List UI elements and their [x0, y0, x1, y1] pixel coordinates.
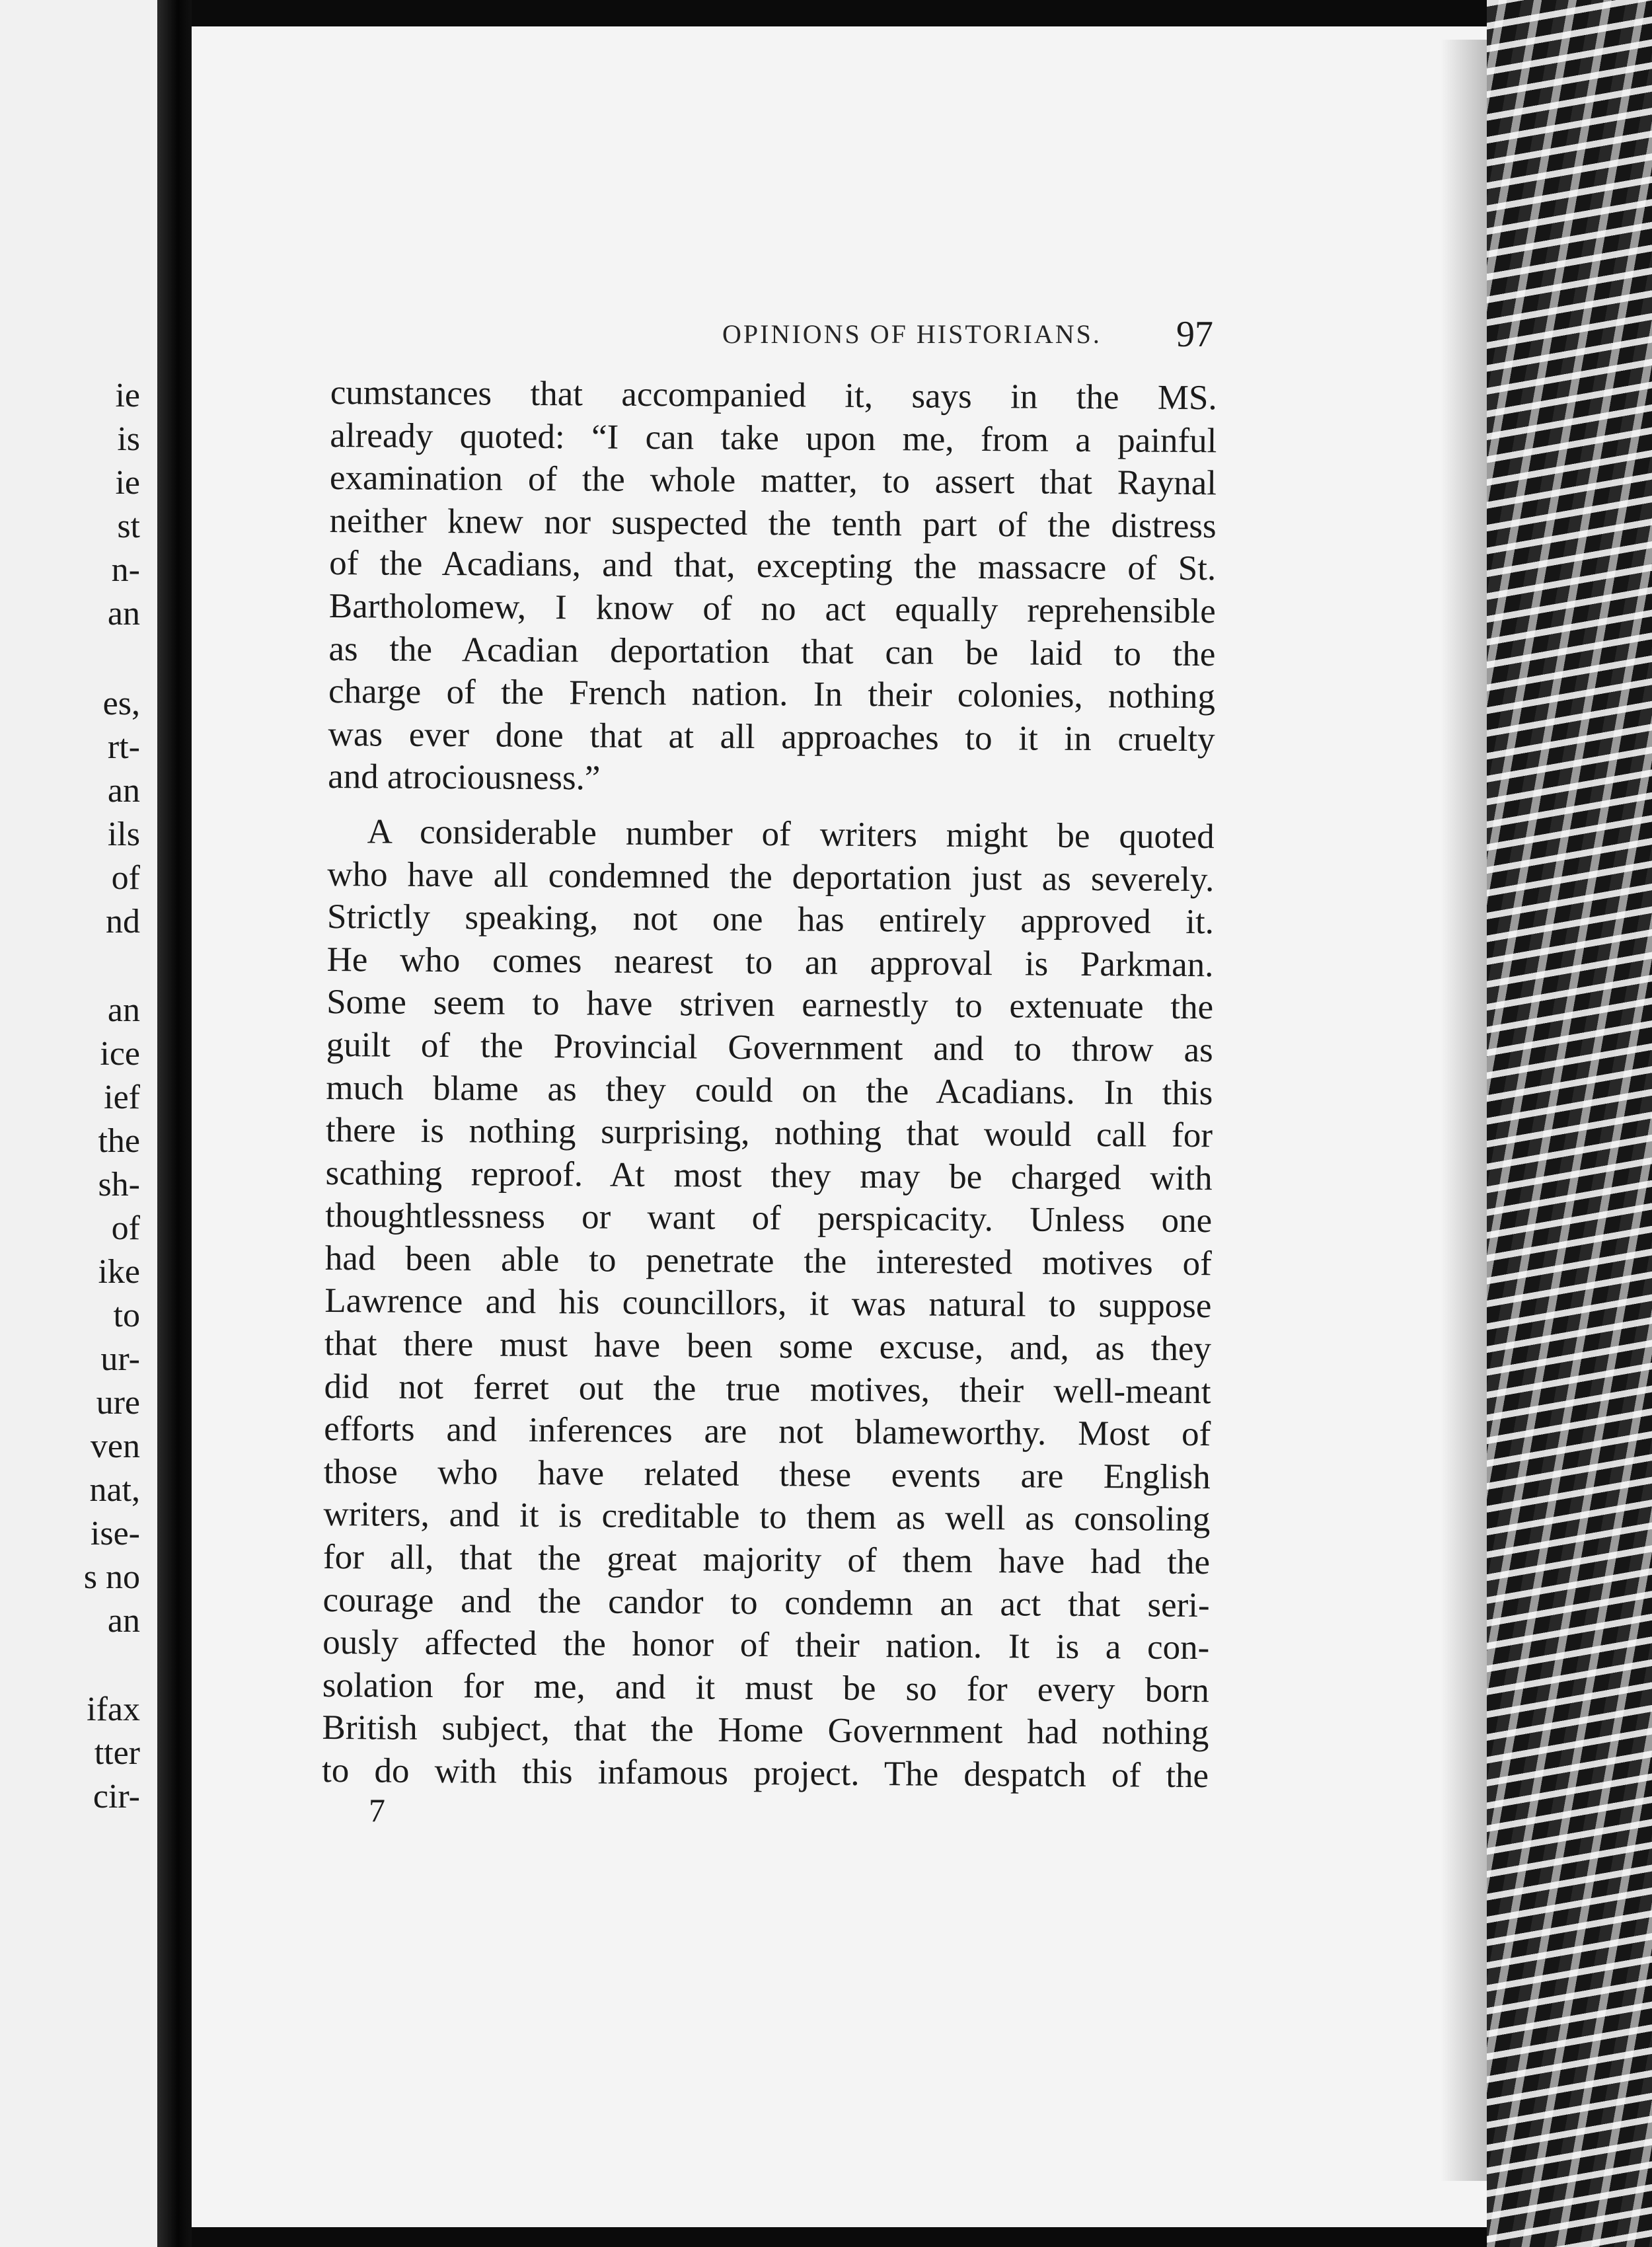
text-line: writers, and it is creditable to them as well as consoling	[323, 1495, 1211, 1539]
facing-page-fragment: ief	[104, 1079, 140, 1116]
text-line: Some seem to have striven earnestly to extenuate the	[326, 983, 1214, 1027]
facing-page-fragment: sh-	[98, 1166, 140, 1203]
facing-page-fragment: ure	[96, 1384, 140, 1422]
facing-page-fragment: ice	[100, 1035, 140, 1073]
text-line: for all, that the great majority of them have had the	[322, 1537, 1211, 1582]
facing-page-fragment: n-	[111, 551, 140, 589]
text-line: ously affected the honor of their nation. It is a con-	[322, 1623, 1210, 1667]
text-line: A considerable number of writers might be quoted	[367, 812, 1215, 857]
text-line: of the Acadians, and that, excepting the massacre of St.	[329, 544, 1217, 588]
text-line: was ever done that at all approaches to it in cruelty	[328, 714, 1215, 759]
text-line: scathing reproof. At most they may be charged with	[325, 1153, 1213, 1198]
facing-page-fragment: rt-	[107, 728, 140, 766]
running-head: OPINIONS OF HISTORIANS.	[722, 319, 1102, 349]
facing-page-fragment: of	[111, 1209, 140, 1247]
facing-page-fragment: of	[111, 859, 140, 897]
facing-page-fragment: ie	[115, 464, 140, 502]
facing-page-edge	[0, 0, 157, 2247]
facing-page-fragment: the	[98, 1122, 140, 1160]
facing-page-fragment: ifax	[87, 1691, 140, 1728]
text-line: courage and the candor to condemn an act that seri-	[322, 1580, 1210, 1624]
facing-page-fragment: is	[117, 420, 140, 458]
facing-page-fragment: nat,	[89, 1471, 140, 1509]
facing-page-fragment: s no	[83, 1558, 140, 1596]
facing-page-fragment: an	[107, 1602, 140, 1640]
text-line: to do with this infamous project. The despatch of the	[321, 1751, 1209, 1796]
text-line: Strictly speaking, not one has entirely approved it.	[326, 897, 1215, 942]
facing-page-fragment: ike	[98, 1253, 140, 1291]
text-line: already quoted: “I can take upon me, from a painful	[330, 416, 1217, 460]
facing-page-fragment: ie	[115, 377, 140, 414]
text-line: guilt of the Provincial Government and to throw as	[326, 1025, 1213, 1070]
facing-page-fragment: to	[113, 1297, 140, 1334]
facing-page-fragment: an	[107, 595, 140, 632]
text-line: there is nothing surprising, nothing that would call for	[325, 1111, 1213, 1155]
facing-page-fragment: ils	[107, 816, 140, 853]
signature-mark: 7	[369, 1792, 385, 1829]
text-line: Lawrence and his councillors, it was natural to suppose	[324, 1281, 1212, 1326]
facing-page-fragment: ur-	[100, 1340, 140, 1378]
facing-page-fragment: es,	[102, 685, 140, 722]
facing-page-fragment: tter	[94, 1734, 140, 1772]
text-line: much blame as they could on the Acadians. In this	[326, 1068, 1213, 1112]
text-line: did not ferret out the true motives, their well-meant	[324, 1367, 1211, 1411]
text-line: solation for me, and it must be so for every born	[322, 1665, 1210, 1710]
facing-page-fragment: cir-	[93, 1778, 140, 1815]
text-line: who have all condemned the deportation just as severely.	[327, 855, 1215, 899]
book-gutter	[157, 0, 192, 2247]
body-text	[322, 371, 1217, 1798]
text-line: and atrociousness.”	[328, 757, 601, 798]
facing-page-fragment: an	[107, 991, 140, 1029]
facing-page-fragment: st	[117, 508, 140, 545]
text-line: He who comes nearest to an approval is Parkman.	[326, 940, 1214, 984]
facing-page-fragment: nd	[106, 903, 140, 940]
text-line: efforts and inferences are not blameworthy. Most of	[324, 1410, 1211, 1454]
text-line: as the Acadian deportation that can be laid to the	[328, 629, 1216, 673]
text-line: had been able to penetrate the interested motives of	[324, 1238, 1212, 1283]
marbled-endpaper	[1487, 0, 1652, 2247]
text-line: those who have related these events are English	[323, 1452, 1211, 1497]
page-number: 97	[1176, 314, 1213, 355]
text-line: that there must have been some excuse, and, as they	[324, 1324, 1212, 1369]
text-line: charge of the French nation. In their colonies, nothing	[328, 672, 1216, 716]
text-line: examination of the whole matter, to assert that Raynal	[329, 459, 1217, 503]
facing-page-fragment: an	[107, 772, 140, 810]
text-line: British subject, that the Home Government had nothing	[322, 1708, 1209, 1753]
page-edge-shadow	[1441, 40, 1487, 2181]
facing-page-fragment: ven	[90, 1428, 140, 1465]
text-line: thoughtlessness or want of perspicacity. Unless one	[325, 1196, 1213, 1240]
text-line: Bartholomew, I know of no act equally reprehensible	[328, 586, 1216, 631]
text-line: cumstances that accompanied it, says in the MS.	[330, 373, 1217, 418]
facing-page-fragment: ise-	[90, 1515, 140, 1552]
text-line: neither knew nor suspected the tenth part of the distress	[329, 501, 1217, 545]
